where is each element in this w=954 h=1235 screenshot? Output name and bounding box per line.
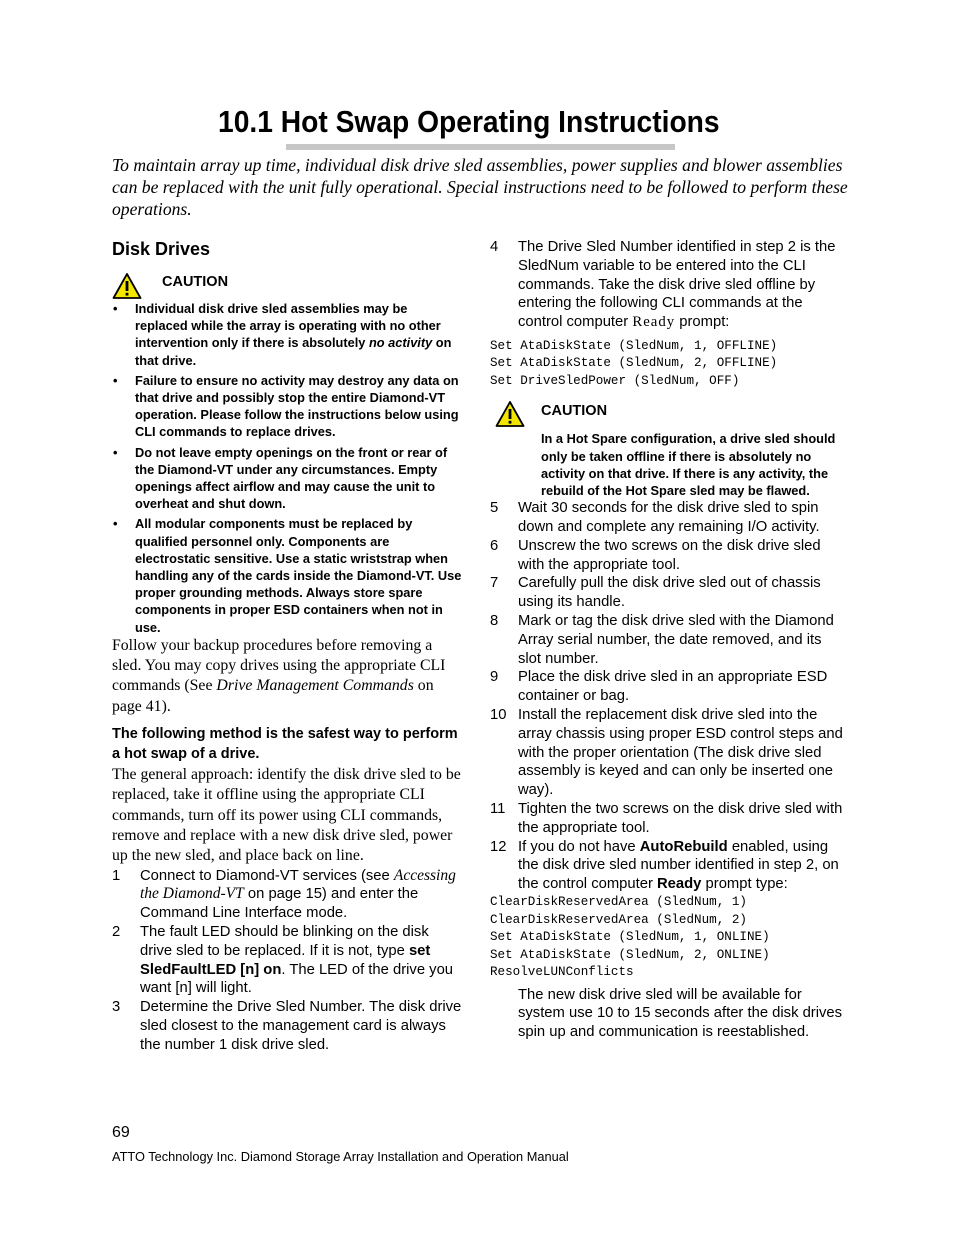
code-line: Set AtaDiskState (SledNum, 2, ONLINE) bbox=[490, 947, 770, 962]
step-item: 4 The Drive Sled Number identified in step 2 is the SledNum variable to be entered into the CLI commands. Take the disk drive sled offline by entering the following CLI commands at the control computer Ready prompt: bbox=[490, 239, 836, 331]
caution-bullet-list bbox=[112, 300, 462, 636]
step-item: 9 Place the disk drive sled in an appropriate ESD container or bag. bbox=[490, 669, 828, 705]
code-line: ResolveLUNConflicts bbox=[490, 965, 634, 980]
cross-reference-link[interactable]: Accessing the Diamond-VT bbox=[140, 866, 456, 903]
cli-code-block bbox=[490, 894, 846, 982]
step-item: 7 Carefully pull the disk drive sled out of chassis using its handle. bbox=[490, 575, 821, 611]
step-item: 1 Connect to Diamond-VT services (see Accessing the Diamond-VT on page 15) and enter the Command Line Interface mode. bbox=[112, 866, 456, 922]
step-item: 11 Tighten the two screws on the disk drive sled with the appropriate tool. bbox=[490, 801, 843, 836]
step-item: 8 Mark or tag the disk drive sled with the Diamond Array serial number, the date removed, and its slot number. bbox=[490, 613, 834, 667]
step-item: 3 Determine the Drive Sled Number. The disk drive sled closest to the management card is always the number 1 disk drive sled. bbox=[112, 999, 462, 1053]
code-line: Set AtaDiskState (SledNum, 1, ONLINE) bbox=[490, 930, 770, 945]
section-heading-disk-drives: Disk Drives bbox=[112, 239, 211, 259]
bullet-glyph: • bbox=[113, 444, 118, 460]
final-note: The new disk drive sled will be available for system use 10 to 15 seconds after the disk drives spin up and communication is reestablished. bbox=[518, 986, 843, 1041]
step-item: 12 If you do not have AutoRebuild enabled, using the disk drive sled number identified in step 2, on the control computer Ready prompt type: bbox=[490, 838, 839, 893]
safest-method-note: The following method is the safest way to perform a hot swap of a drive. bbox=[112, 726, 458, 763]
step-item: 6 Unscrew the two screws on the disk drive sled with the appropriate tool. bbox=[490, 537, 821, 573]
caution-title: CAUTION bbox=[162, 274, 229, 290]
bullet-glyph: • bbox=[113, 301, 118, 316]
cli-code-block bbox=[490, 338, 846, 391]
page-number: 69 bbox=[112, 1124, 130, 1141]
steps-list-right-top bbox=[490, 238, 846, 332]
warning-icon bbox=[112, 272, 142, 300]
caution-title: CAUTION bbox=[541, 403, 608, 420]
code-line: Set AtaDiskState (SledNum, 2, OFFLINE) bbox=[490, 356, 778, 371]
caution-bullet: • Failure to ensure no activity may destroy any data on that drive and possibly stop the entire Diamond-VT operation. Please follow the instructions below using CLI commands to replace drives. bbox=[113, 372, 459, 440]
code-line: ClearDiskReservedArea (SledNum, 2) bbox=[490, 912, 747, 927]
steps-list-right bbox=[490, 499, 846, 894]
steps-list-left bbox=[112, 867, 462, 1055]
caution-text: In a Hot Spare configuration, a drive sled should only be taken offline if there is absolutely no activity on that drive. If there is any activity, the rebuild of the Hot Spare sled may be flawed. bbox=[541, 431, 836, 499]
bullet-glyph: • bbox=[113, 372, 118, 388]
step-item: 10 Install the replacement disk drive sled into the array chassis using proper ESD control steps and with the proper orientation (The disk drive sled assembly is keyed and can only be inserted one way). bbox=[490, 707, 843, 799]
caution-block-left bbox=[112, 272, 462, 298]
intro-paragraph: To maintain array up time, individual disk drive sled assemblies, power supplies and blower assemblies can be replaced with the unit fully operational. Special instructions need to be followed to perform these operations. bbox=[112, 155, 848, 219]
code-line: Set DriveSledPower (SledNum, OFF) bbox=[490, 373, 740, 388]
caution-block-right bbox=[490, 400, 846, 426]
bullet-glyph: • bbox=[113, 516, 118, 532]
general-approach-paragraph: The general approach: identify the disk drive sled to be replaced, take it offline using the appropriate CLI commands, turn off its power using CLI commands, remove and replace with a new disk drive sled, power up the new sled, and place back on line. bbox=[112, 766, 461, 865]
left-column bbox=[112, 236, 462, 1055]
caution-bullet: • Individual disk drive sled assemblies may be replaced while the array is operating with no other intervention only if there is absolutely no activity on that drive. bbox=[113, 301, 452, 368]
code-line: Set AtaDiskState (SledNum, 1, OFFLINE) bbox=[490, 338, 778, 353]
cross-reference-link[interactable]: Drive Management Commands bbox=[216, 677, 414, 695]
warning-icon bbox=[495, 400, 525, 428]
step-item: 2 The fault LED should be blinking on the disk drive sled to be replaced. If it is not, type set SledFaultLED [n] on. The LED of the drive you want [n] will light. bbox=[112, 923, 454, 997]
right-column bbox=[490, 236, 846, 1042]
title-underline bbox=[286, 144, 675, 150]
code-line: ClearDiskReservedArea (SledNum, 1) bbox=[490, 895, 747, 910]
step-item: 5 Wait 30 seconds for the disk drive sled to spin down and complete any remaining I/O activity. bbox=[490, 500, 820, 536]
backup-paragraph: Follow your backup procedures before removing a sled. You may copy drives using the appropriate CLI commands (See Drive Management Commands on page 41). bbox=[112, 636, 446, 715]
page-title: 10.1 Hot Swap Operating Instructions bbox=[218, 104, 720, 139]
caution-bullet: • Do not leave empty openings on the front or rear of the Diamond-VT under any circumstances. Empty openings affect airflow and may cause the unit to overheat and shut down. bbox=[113, 444, 448, 512]
footer-text: ATTO Technology Inc. Diamond Storage Array Installation and Operation Manual bbox=[112, 1149, 569, 1164]
caution-bullet: • All modular components must be replaced by qualified personnel only. Components are electrostatic sensitive. Use a static wriststrap when handling any of the cards inside the Diamond-VT. Use proper grounding methods. Always store spare components in proper ESD containers when not in use. bbox=[113, 516, 462, 635]
